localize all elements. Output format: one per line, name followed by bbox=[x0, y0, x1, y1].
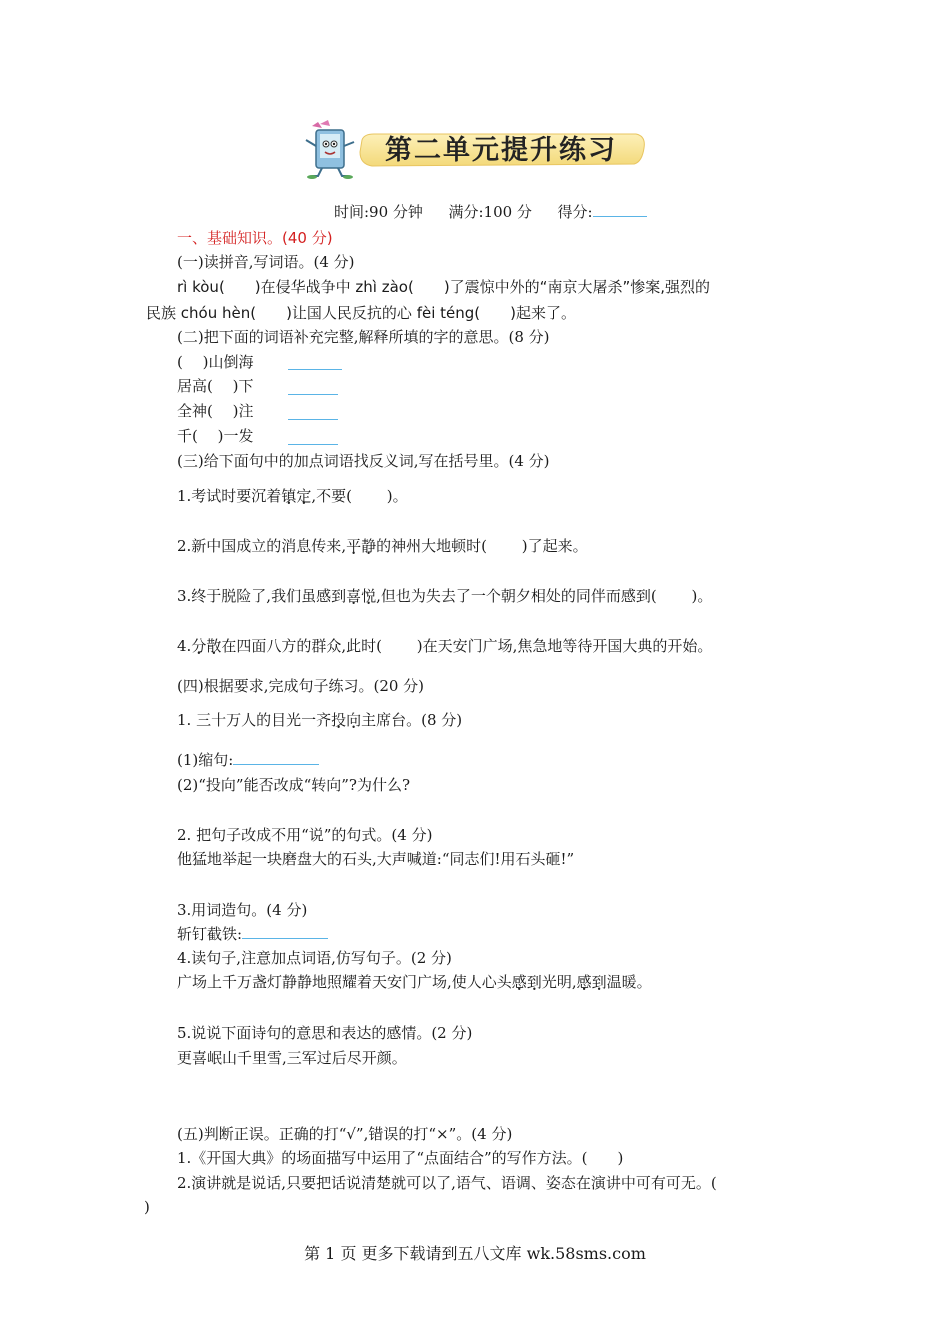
answer-blank[interactable] bbox=[288, 355, 342, 370]
question-item: 2.新中国成立的消息传来,平静的神州大地顿时( )了起来。 bbox=[177, 537, 588, 555]
sub-question: 斩钉截铁: bbox=[177, 924, 328, 944]
question-item: 2. 把句子改成不用“说”的句式。(4 分) bbox=[177, 826, 433, 844]
question-item-end: ) bbox=[144, 1198, 150, 1216]
question-item: 1.《开国大典》的场面描写中运用了“点面结合”的写作方法。( ) bbox=[177, 1149, 624, 1167]
sub-question: (2)“投向”能否改成“转向”?为什么? bbox=[177, 776, 411, 794]
exam-meta bbox=[334, 202, 647, 222]
part2-heading: (二)把下面的词语补充完整,解释所填的字的意思。(8 分) bbox=[177, 328, 550, 346]
page-footer: 第 1 页 更多下载请到五八文库 wk.58sms.com bbox=[304, 1244, 646, 1263]
question-sentence: 他猛地举起一块磨盘大的石头,大声喊道:“同志们!用石头砸!” bbox=[177, 850, 575, 868]
part1-line2: 民族 chóu hèn( )让国人民反抗的心 fèi téng( )起来了。 bbox=[146, 304, 576, 322]
score-label: 得分: bbox=[557, 203, 593, 221]
answer-blank[interactable] bbox=[233, 750, 319, 765]
question-item: 3.用词造句。(4 分) bbox=[177, 901, 308, 919]
question-item: 2.演讲就是说话,只要把话说清楚就可以了,语气、语调、姿态在演讲中可有可无。( bbox=[177, 1174, 717, 1192]
question-item: 1.考试时要沉着镇定,不要( )。 bbox=[177, 487, 408, 505]
time-limit: 时间:90 分钟 bbox=[334, 203, 423, 221]
cartoon-mascot-icon bbox=[306, 120, 354, 179]
question-sentence: 广场上千万盏灯静静地照耀着天安门广场,使人心头感到光明,感到温暖。 bbox=[177, 973, 652, 991]
question-sentence: 更喜岷山千里雪,三军过后尽开颜。 bbox=[177, 1049, 407, 1067]
answer-blank[interactable] bbox=[288, 405, 338, 420]
idiom-item: 全神( )注 bbox=[177, 402, 254, 420]
idiom-item: ( )山倒海 bbox=[177, 353, 254, 371]
idiom-item: 居高( )下 bbox=[177, 377, 254, 395]
question-item: 4.读句子,注意加点词语,仿写句子。(2 分) bbox=[177, 949, 452, 967]
part5-heading: (五)判断正误。正确的打“√”,错误的打“×”。(4 分) bbox=[177, 1125, 513, 1143]
full-score: 满分:100 分 bbox=[448, 203, 532, 221]
score-blank[interactable] bbox=[593, 202, 647, 217]
answer-blank[interactable] bbox=[242, 924, 328, 939]
idiom-item: 千( )一发 bbox=[177, 427, 254, 445]
question-item: 1. 三十万人的目光一齐投向主席台。(8 分) bbox=[177, 711, 463, 729]
section-heading: 一、基础知识。(40 分) bbox=[177, 229, 333, 247]
part1-heading: (一)读拼音,写词语。(4 分) bbox=[177, 253, 355, 271]
page-title: 第二单元提升练习 bbox=[385, 135, 617, 166]
part3-heading: (三)给下面句中的加点词语找反义词,写在括号里。(4 分) bbox=[177, 452, 550, 470]
sub-question: (1)缩句: bbox=[177, 750, 319, 770]
part1-line1: rì kòu( )在侵华战争中 zhì zào( )了震惊中外的“南京大屠杀”惨案,强烈的 bbox=[177, 278, 710, 296]
question-item: 4.分散在四面八方的群众,此时( )在天安门广场,焦急地等待开国大典的开始。 bbox=[177, 637, 713, 655]
part4-heading: (四)根据要求,完成句子练习。(20 分) bbox=[177, 677, 425, 695]
question-item: 3.终于脱险了,我们虽感到喜悦,但也为失去了一个朝夕相处的同伴而感到( )。 bbox=[177, 587, 713, 605]
answer-blank[interactable] bbox=[288, 380, 338, 395]
answer-blank[interactable] bbox=[288, 430, 338, 445]
question-item: 5.说说下面诗句的意思和表达的感情。(2 分) bbox=[177, 1024, 473, 1042]
